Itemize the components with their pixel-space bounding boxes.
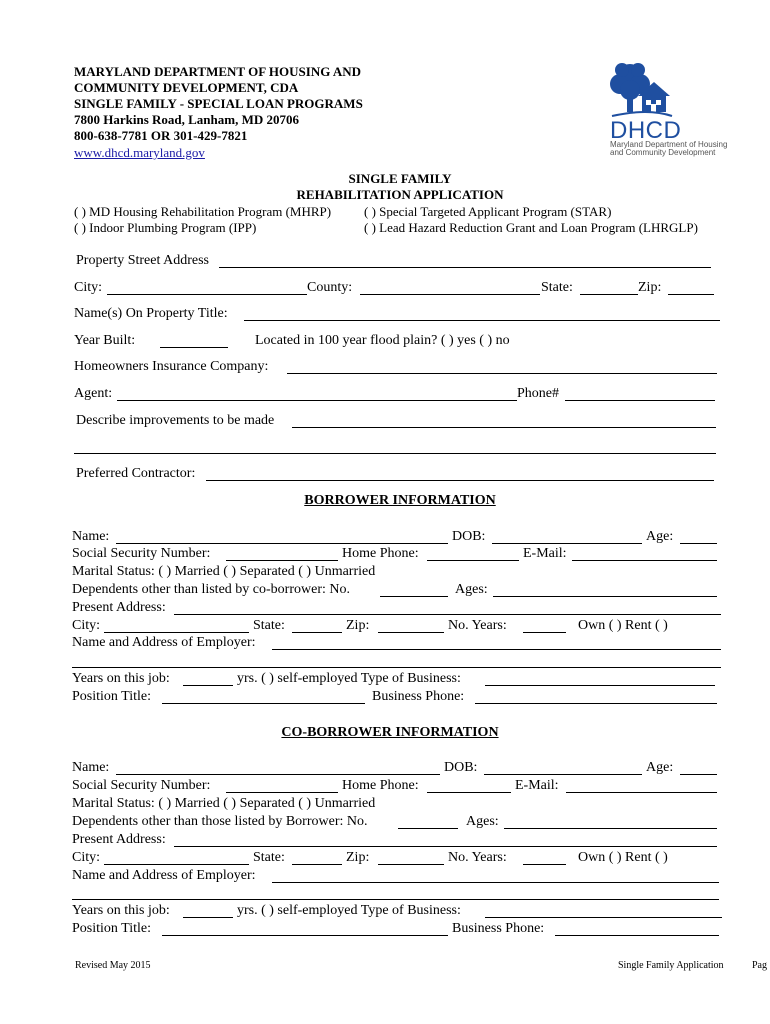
coborrower-self-employed-label[interactable]: yrs. ( ) self-employed Type of Business: [237,903,461,918]
borrower-ssn-field[interactable] [226,560,338,561]
form-title-line1: SINGLE FAMILY [348,171,452,186]
street-address-label: Property Street Address [76,253,209,268]
borrower-name-label: Name: [72,529,110,544]
program-mhrp-checkbox[interactable]: ( ) MD Housing Rehabilitation Program (MHRP) [74,204,332,219]
borrower-present-address-label: Present Address: [72,600,166,615]
borrower-email-label: E-Mail: [523,546,567,561]
borrower-dob-label: DOB: [452,529,486,544]
borrower-ages-field[interactable] [493,596,717,597]
coborrower-dependents-label: Dependents other than those listed by Borrower: No. [72,814,368,829]
coborrower-business-type-field[interactable] [485,917,722,918]
org-address: 7800 Harkins Road, Lanham, MD 20706 [74,112,299,127]
coborrower-name-label: Name: [72,760,110,775]
org-name-line1: MARYLAND DEPARTMENT OF HOUSING AND [74,64,362,79]
coborrower-home-phone-label: Home Phone: [342,778,419,793]
coborrower-present-address-field[interactable] [174,846,717,847]
borrower-zip-label: Zip: [346,618,370,633]
org-name-line2: COMMUNITY DEVELOPMENT, CDA [74,80,299,95]
org-name-line3: SINGLE FAMILY - SPECIAL LOAN PROGRAMS [74,96,363,111]
borrower-business-phone-label: Business Phone: [372,689,465,704]
coborrower-years-field[interactable] [523,864,566,865]
coborrower-heading: CO-BORROWER INFORMATION [281,725,499,740]
borrower-zip-field[interactable] [378,632,444,633]
coborrower-email-label: E-Mail: [515,778,559,793]
borrower-business-phone-field[interactable] [475,703,717,704]
coborrower-employer-field-line2[interactable] [72,899,719,900]
borrower-employer-label: Name and Address of Employer: [72,635,256,650]
coborrower-ages-field[interactable] [504,828,717,829]
borrower-home-phone-label: Home Phone: [342,546,419,561]
borrower-ssn-label: Social Security Number: [72,546,211,561]
flood-plain-question[interactable]: Located in 100 year flood plain? ( ) yes ( ) no [255,333,510,348]
coborrower-marital-status[interactable]: Marital Status: ( ) Married ( ) Separated ( ) Unmarried [72,796,376,811]
program-lhrglp-checkbox[interactable]: ( ) Lead Hazard Reduction Grant and Loan Program (LHRGLP) [364,220,698,235]
logo-abbrev: DHCD [610,117,682,144]
borrower-age-field[interactable] [680,543,717,544]
contractor-label: Preferred Contractor: [76,466,196,481]
property-zip-field[interactable] [668,294,714,295]
coborrower-dob-field[interactable] [484,774,642,775]
coborrower-business-phone-label: Business Phone: [452,921,545,936]
borrower-years-job-field[interactable] [183,685,233,686]
coborrower-state-field[interactable] [292,864,342,865]
borrower-years-field[interactable] [523,632,566,633]
borrower-self-employed-label[interactable]: yrs. ( ) self-employed Type of Business: [237,671,461,686]
borrower-dob-field[interactable] [492,543,642,544]
logo-line1: Maryland Department of Housing [610,140,728,149]
property-state-field[interactable] [580,294,638,295]
footer-form-name: Single Family Application [618,960,724,971]
borrower-employer-field-line1[interactable] [272,649,721,650]
borrower-city-label: City: [72,618,101,633]
coborrower-name-field[interactable] [116,774,440,775]
property-city-field[interactable] [107,294,307,295]
program-star-checkbox[interactable]: ( ) Special Targeted Applicant Program (STAR) [364,204,612,219]
footer-page-number: Pag [752,960,767,971]
borrower-present-address-field[interactable] [174,614,721,615]
dhcd-logo [608,60,728,160]
year-built-field[interactable] [160,347,228,348]
coborrower-age-label: Age: [646,760,674,775]
improvements-field-line2[interactable] [74,453,716,454]
coborrower-employer-field-line1[interactable] [272,882,719,883]
borrower-own-rent[interactable]: Own ( ) Rent ( ) [578,618,668,633]
borrower-name-field[interactable] [116,543,448,544]
coborrower-city-field[interactable] [104,864,249,865]
coborrower-zip-field[interactable] [378,864,444,865]
insurance-company-field[interactable] [287,373,717,374]
coborrower-business-phone-field[interactable] [555,935,719,936]
improvements-label: Describe improvements to be made [76,413,275,428]
improvements-field-line1[interactable] [292,427,716,428]
borrower-dependents-label: Dependents other than listed by co-borrower: No. [72,582,350,597]
borrower-years-label: No. Years: [448,618,507,633]
logo-line2: and Community Development [610,148,716,157]
form-title-line2: REHABILITATION APPLICATION [296,187,504,202]
borrower-years-job-label: Years on this job: [72,671,170,686]
agent-phone-field[interactable] [565,400,715,401]
coborrower-ssn-field[interactable] [226,792,338,793]
coborrower-own-rent[interactable]: Own ( ) Rent ( ) [578,850,668,865]
contractor-field[interactable] [206,480,714,481]
borrower-email-field[interactable] [572,560,717,561]
program-ipp-checkbox[interactable]: ( ) Indoor Plumbing Program (IPP) [74,220,257,235]
coborrower-dob-label: DOB: [444,760,478,775]
coborrower-email-field[interactable] [566,792,717,793]
coborrower-state-label: State: [253,850,285,865]
borrower-state-field[interactable] [292,632,342,633]
property-county-label: County: [307,280,353,295]
coborrower-zip-label: Zip: [346,850,370,865]
borrower-city-field[interactable] [104,632,249,633]
title-names-field[interactable] [244,320,720,321]
borrower-home-phone-field[interactable] [427,560,519,561]
year-built-label: Year Built: [74,333,136,348]
coborrower-city-label: City: [72,850,101,865]
agent-label: Agent: [74,386,113,401]
coborrower-dependents-field[interactable] [398,828,458,829]
borrower-position-field[interactable] [162,703,365,704]
coborrower-ssn-label: Social Security Number: [72,778,211,793]
borrower-ages-label: Ages: [455,582,488,597]
agent-field[interactable] [117,400,517,401]
borrower-heading: BORROWER INFORMATION [304,493,496,508]
property-county-field[interactable] [360,294,540,295]
coborrower-employer-label: Name and Address of Employer: [72,868,256,883]
coborrower-age-field[interactable] [680,774,717,775]
insurance-company-label: Homeowners Insurance Company: [74,359,269,374]
coborrower-ages-label: Ages: [466,814,499,829]
street-address-field[interactable] [219,267,711,268]
footer-revised: Revised May 2015 [75,960,151,971]
borrower-position-label: Position Title: [72,689,151,704]
borrower-age-label: Age: [646,529,674,544]
coborrower-present-address-label: Present Address: [72,832,166,847]
borrower-state-label: State: [253,618,285,633]
website-link[interactable]: www.dhcd.maryland.gov [74,145,205,160]
coborrower-position-field[interactable] [162,935,448,936]
org-phone: 800-638-7781 OR 301-429-7821 [74,128,248,143]
property-state-label: State: [541,280,573,295]
coborrower-years-job-label: Years on this job: [72,903,170,918]
coborrower-home-phone-field[interactable] [427,792,511,793]
borrower-dependents-field[interactable] [380,596,448,597]
house-tree-icon [608,60,728,122]
coborrower-years-label: No. Years: [448,850,507,865]
agent-phone-label: Phone# [517,386,559,401]
property-city-label: City: [74,280,103,295]
borrower-marital-status[interactable]: Marital Status: ( ) Married ( ) Separated ( ) Unmarried [72,564,376,579]
borrower-employer-field-line2[interactable] [72,667,721,668]
coborrower-position-label: Position Title: [72,921,151,936]
title-names-label: Name(s) On Property Title: [74,306,228,321]
coborrower-years-job-field[interactable] [183,917,233,918]
borrower-business-type-field[interactable] [485,685,715,686]
property-zip-label: Zip: [638,280,662,295]
